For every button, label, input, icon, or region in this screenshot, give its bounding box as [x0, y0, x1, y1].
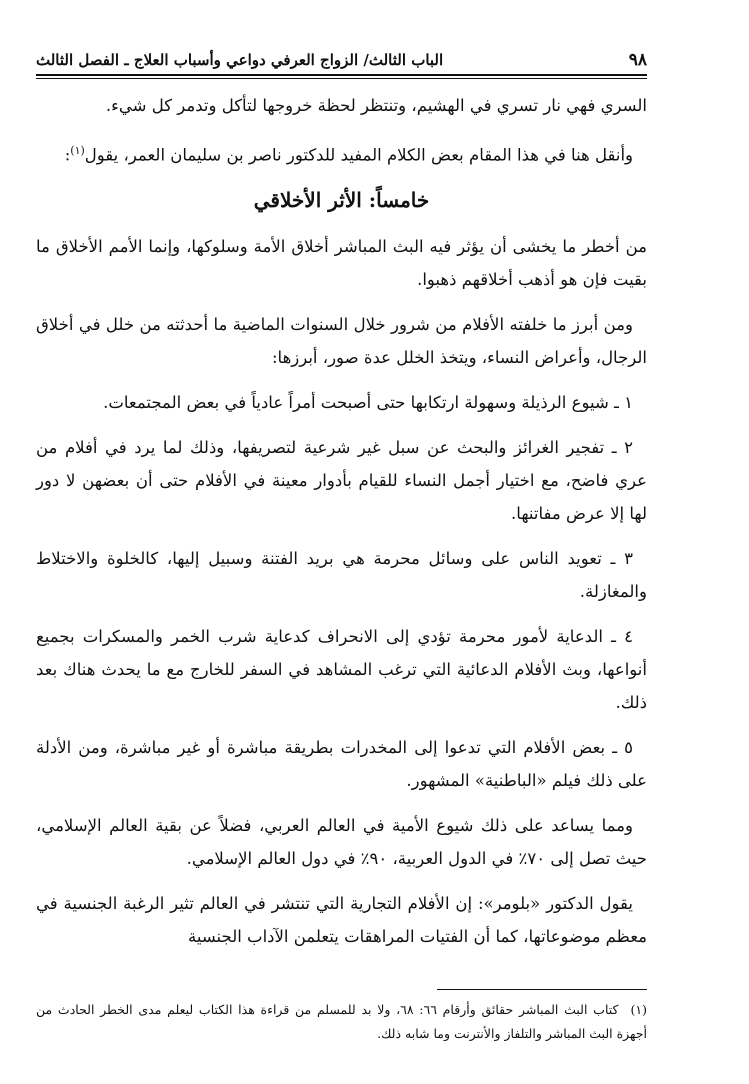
section-heading: خامساً: الأثر الأخلاقي [253, 187, 430, 212]
page-header [36, 50, 647, 76]
footnote [36, 998, 647, 1046]
paragraph-11: يقول الدكتور «بلومر»: إن الأفلام التجارية التي تنتشر في العالم تثير الرغبة الجنسية في معظم موضوعاتها، كما أن الفتيات المراهقات يتعلمن الآداب الجنسية [36, 893, 647, 946]
list-item-1: ١ ـ شيوع الرذيلة وسهولة ارتكابها حتى أصبحت أمراً عادياً في بعض المجتمعات. [103, 392, 633, 412]
paragraph-10: ومما يساعد على ذلك شيوع الأمية في العالم العربي، فضلاً عن بقية العالم الإسلامي، حيث تصل إلى ٧٠٪ في الدول العربية، ٩٠٪ في دول العالم الإسلامي. [36, 815, 647, 868]
paragraph-3: من أخطر ما يخشى أن يؤثر فيه البث المباشر أخلاق الأمة وسلوكها، وإنما الأمم الأخلاق ما بقيت فإن هو أذهب أخلاقهم ذهبوا. [36, 236, 647, 289]
list-item-2: ٢ ـ تفجير الغرائز والبحث عن سبل غير شرعية لتصريفها، وذلك لما يرد في أفلام من عري فاضح، مع اختيار أجمل النساء للقيام بأدوار معينة في الأفلام حتى أن بعضهن لا دور لها إلا عرض مفاتنها. [36, 437, 647, 523]
header-rule [36, 78, 647, 79]
paragraph-2-end: : [64, 145, 71, 165]
footnote-ref: (١) [70, 144, 85, 157]
page-body [36, 89, 647, 953]
paragraph-4: ومن أبرز ما خلفته الأفلام من شرور خلال السنوات الماضية ما أحدثته من خلل في أخلاق الرجال، وأعراض النساء، ويتخذ الخلل عدة صور، أبرزها: [36, 314, 647, 367]
list-item-5: ٥ ـ بعض الأفلام التي تدعوا إلى المخدرات بطريقة مباشرة أو غير مباشرة، ومن الأدلة على ذلك فيلم «الباطنية» المشهور. [36, 737, 647, 790]
paragraph-2-text: وأنقل هنا في هذا المقام بعض الكلام المفيد للدكتور ناصر بن سليمان العمر، يقول [84, 145, 633, 165]
book-page [36, 50, 647, 1046]
list-item-4: ٤ ـ الدعاية لأمور محرمة تؤدي إلى الانحراف كدعاية شرب الخمر والمسكرات بجميع أنواعها، وبث الأفلام الدعائية التي ترغب المشاهد في السفر للخارج مع ما يحدث هناك بعد ذلك. [36, 626, 647, 712]
running-title: الباب الثالث/ الزواج العرفي دواعي وأسباب العلاج ـ الفصل الثالث [36, 51, 444, 69]
footnote-number: (١) [630, 1001, 647, 1017]
paragraph-2 [36, 134, 647, 172]
page-number: ٩٨ [628, 50, 647, 70]
footnote-rule [437, 989, 647, 990]
paragraph-1: السري فهي نار تسري في الهشيم، وتنتظر لحظة خروجها لتأكل وتدمر كل شيء. [105, 96, 647, 115]
footnote-text: كتاب البث المباشر حقائق وأرقام ٦٦: ٦٨، ولا بد للمسلم من قراءة هذا الكتاب ليعلم مدى الخطر الحادث من أجهزة البث المباشر والتلفاز والأنترنت وما شابه ذلك. [36, 1001, 647, 1041]
list-item-3: ٣ ـ تعويد الناس على وسائل محرمة هي بريد الفتنة وسبيل إليها، كالخلوة والاختلاط والمغازلة. [36, 548, 647, 601]
